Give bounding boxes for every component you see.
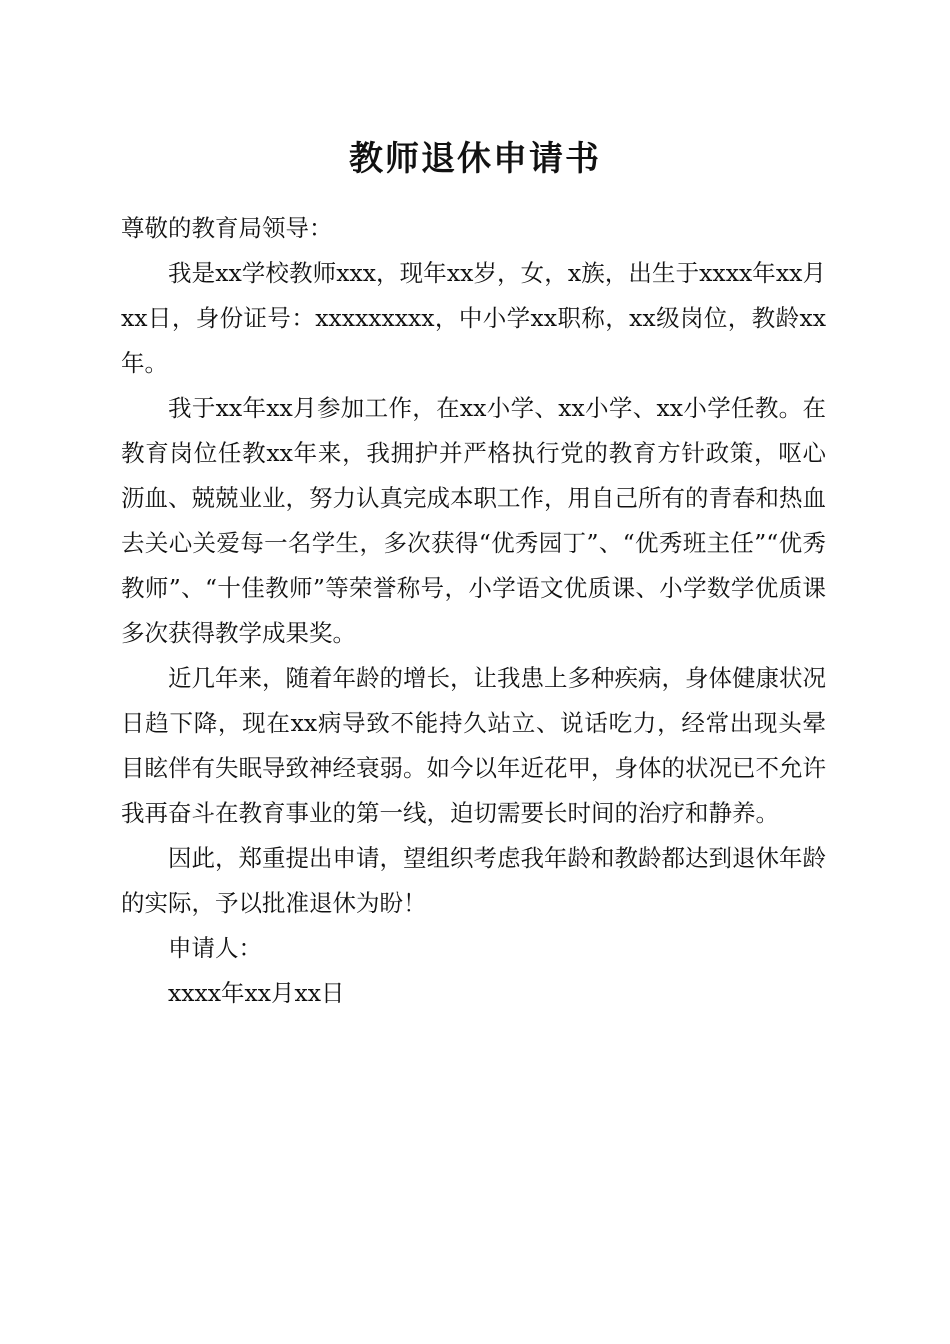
- paragraph-personal-info: 我是xx学校教师xxx，现年xx岁，女，x族，出生于xxxx年xx月xx日，身份证号：xxxxxxxxx，中小学xx职称，xx级岗位，教龄xx年。: [121, 259, 826, 377]
- signature-date: xxxx年xx月xx日: [168, 979, 345, 1007]
- salutation: 尊敬的教育局领导：: [121, 214, 333, 242]
- paragraph-request: 因此，郑重提出申请，望组织考虑我年龄和教龄都达到退休年龄的实际，予以批准退休为盼！: [121, 844, 826, 917]
- paragraph-work-history: 我于xx年xx月参加工作，在xx小学、xx小学、xx小学任教。在教育岗位任教xx年来，我拥护并严格执行党的教育方针政策，呕心沥血、兢兢业业，努力认真完成本职工作，用自己所有的青春和热血去关心关爱每一名学生，多次获得“优秀园丁”、“优秀班主任”“优秀教师”、“十佳教师”等荣誉称号，小学语文优质课、小学数学优质课多次获得教学成果奖。: [121, 394, 826, 647]
- document-body: [121, 206, 826, 1016]
- document-title: 教师退休申请书: [349, 139, 601, 179]
- applicant-label: 申请人：: [168, 934, 262, 962]
- paragraph-health-reason: 近几年来，随着年龄的增长，让我患上多种疾病，身体健康状况日趋下降，现在xx病导致不能持久站立、说话吃力，经常出现头晕目眩伴有失眠导致神经衰弱。如今以年近花甲，身体的状况已不允许我再奋斗在教育事业的第一线，迫切需要长时间的治疗和静养。: [121, 664, 826, 827]
